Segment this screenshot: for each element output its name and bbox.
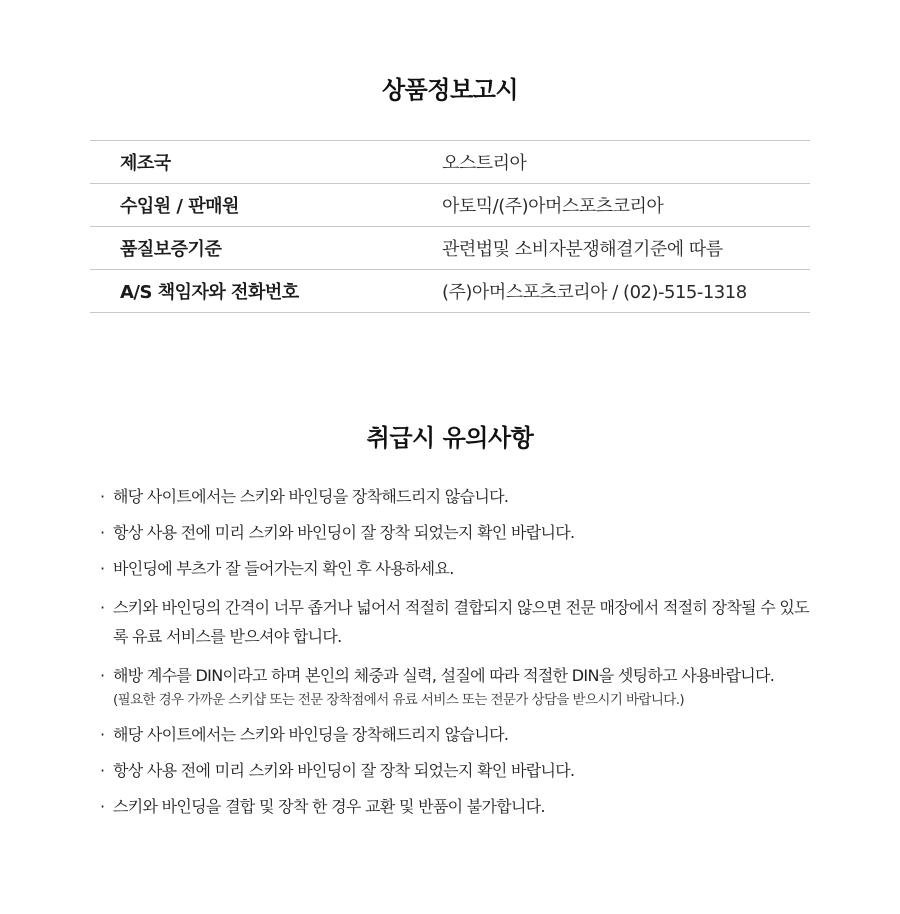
row-value: 오스트리아 [442,153,527,174]
list-item-text: 해방 계수를 DIN이라고 하며 본인의 체중과 실력, 설질에 따라 적절한 DIN을 셋팅하고 사용바랍니다. [113,666,775,685]
row-value: (주)아머스포츠코리아 / (02)-515-1318 [442,282,747,303]
row-value: 관련법및 소비자분쟁해결기준에 따름 [442,239,723,260]
row-label: 제조국 [120,153,171,174]
list-item-text: 항상 사용 전에 미리 스키와 바인딩이 잘 장착 되었는지 확인 바랍니다. [113,761,575,780]
list-item-text: 스키와 바인딩의 간격이 너무 좁거나 넓어서 적절히 결합되지 않으면 전문 매장에서 적절히 장착될 수 있도록 유료 서비스를 받으셔야 합니다. [113,598,809,646]
table-row [90,141,810,184]
bullet-icon: · [100,666,105,685]
list-item [100,720,810,749]
list-item [100,482,810,511]
bullet-icon: · [100,797,105,816]
care-title: 취급시 유의사항 [366,424,534,452]
bullet-icon: · [100,598,105,617]
table-row [90,184,810,227]
list-item [100,792,810,821]
list-item-text: 스키와 바인딩을 결합 및 장착 한 경우 교환 및 반품이 불가합니다. [113,797,545,816]
list-item [100,661,810,710]
list-item-text: 해당 사이트에서는 스키와 바인딩을 장착해드리지 않습니다. [113,487,509,506]
row-label: 수입원 / 판매원 [120,196,239,217]
list-item [100,554,810,583]
bullet-icon: · [100,725,105,744]
list-item-text: 해당 사이트에서는 스키와 바인딩을 장착해드리지 않습니다. [113,725,509,744]
product-info-table [90,140,810,313]
list-item-note: (필요한 경우 가까운 스키샵 또는 전문 장착점에서 유료 서비스 또는 전문가 상담을 받으시기 바랍니다.) [113,692,685,708]
list-item-text: 항상 사용 전에 미리 스키와 바인딩이 잘 장착 되었는지 확인 바랍니다. [113,523,575,542]
care-list [100,482,810,828]
bullet-icon: · [100,559,105,578]
row-value: 아토믹/(주)아머스포츠코리아 [442,196,664,217]
table-row [90,227,810,270]
product-info-title: 상품정보고시 [381,76,519,104]
list-item [100,518,810,547]
list-item [100,593,810,651]
bullet-icon: · [100,761,105,780]
list-item-text: 바인딩에 부츠가 잘 들어가는지 확인 후 사용하세요. [113,559,454,578]
table-row [90,270,810,313]
bullet-icon: · [100,487,105,506]
list-item [100,756,810,785]
bullet-icon: · [100,523,105,542]
row-label: A/S 책임자와 전화번호 [120,282,299,303]
row-label: 품질보증기준 [120,239,222,260]
